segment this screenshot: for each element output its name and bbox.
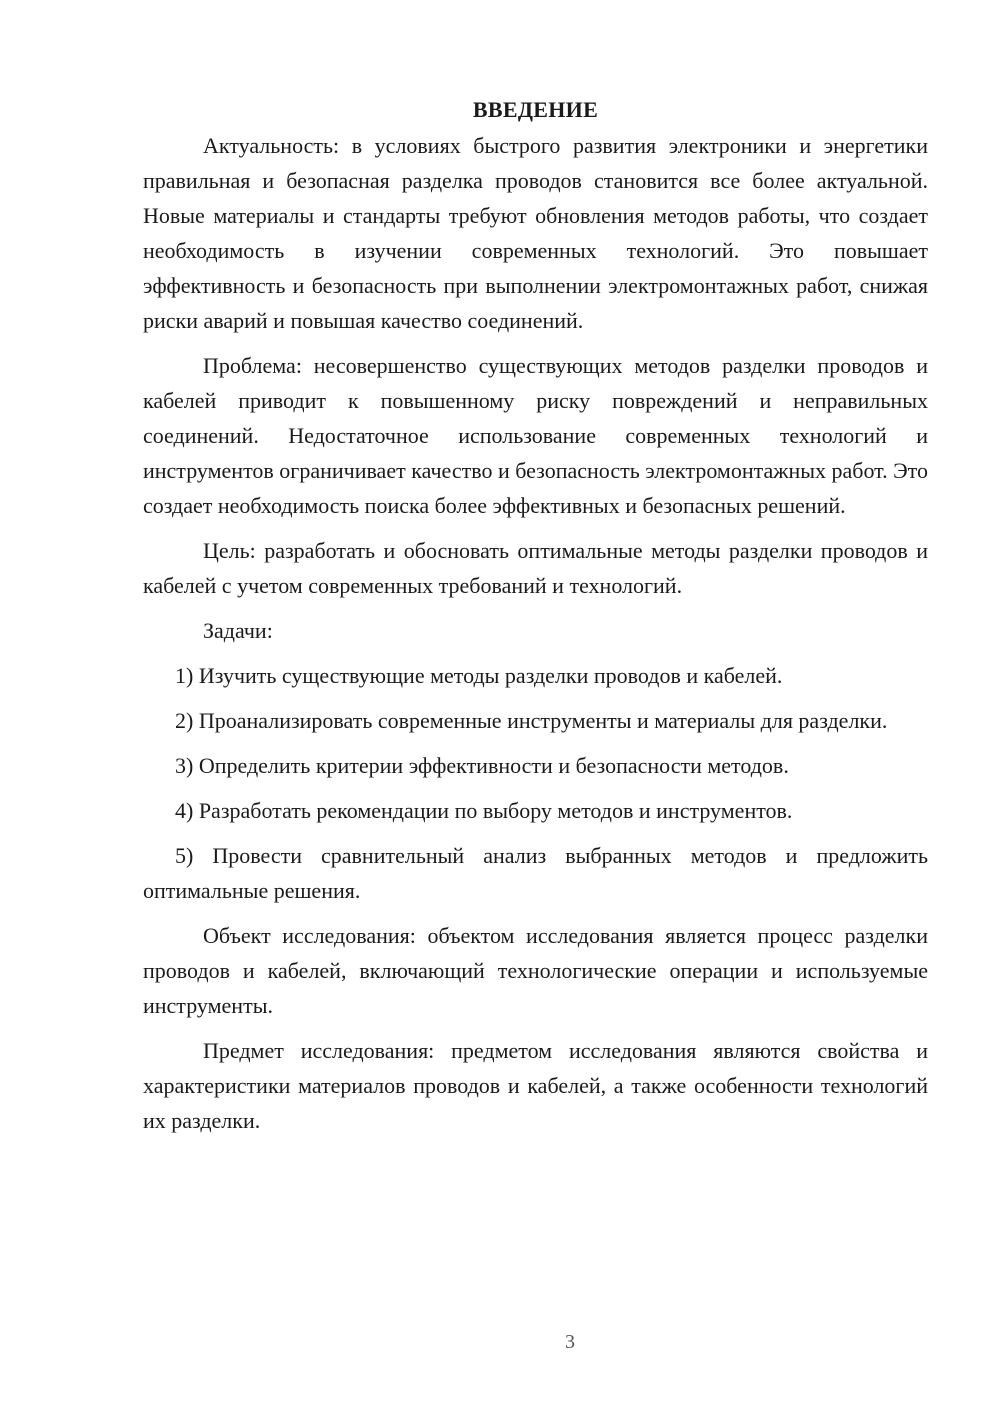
paragraph-subject: Предмет исследования: предметом исследования являются свойства и характеристики материалов проводов и кабелей, а также особенности технологий их разделки. — [143, 1038, 928, 1133]
paragraph-relevance: Актуальность: в условиях быстрого развития электроники и энергетики правильная и безопасная разделка проводов становится все более актуальной. Новые материалы и стандарты требуют обновления методов работы, что создает необходимость в изучении современных технологий. Это повышает эффективность и безопасность при выполнении электромонтажных работ, снижая риски аварий и повышая качество соединений. — [143, 133, 928, 333]
document-page — [143, 94, 928, 1148]
task-item: 2) Проанализировать современные инструменты и материалы для разделки. — [175, 708, 888, 733]
paragraph-tasks-heading: Задачи: — [203, 618, 273, 643]
paragraph-object: Объект исследования: объектом исследования является процесс разделки проводов и кабелей, включающий технологические операции и используемые инструменты. — [143, 923, 928, 1018]
task-item: 1) Изучить существующие методы разделки проводов и кабелей. — [175, 663, 783, 688]
task-item: 4) Разработать рекомендации по выбору методов и инструментов. — [175, 798, 793, 823]
page-title: ВВЕДЕНИЕ — [472, 97, 599, 122]
task-item: 5) Провести сравнительный анализ выбранных методов и предложить оптимальные решения. — [143, 843, 928, 903]
task-item: 3) Определить критерии эффективности и безопасности методов. — [175, 753, 789, 778]
page-number: 3 — [565, 1331, 575, 1353]
paragraph-goal: Цель: разработать и обосновать оптимальные методы разделки проводов и кабелей с учетом современных требований и технологий. — [143, 538, 928, 598]
paragraph-problem: Проблема: несовершенство существующих методов разделки проводов и кабелей приводит к повышенному риску повреждений и неправильных соединений. Недостаточное использование современных технологий и инструментов ограничивает качество и безопасность электромонтажных работ. Это создает необходимость поиска более эффективных и безопасных решений. — [143, 353, 928, 518]
